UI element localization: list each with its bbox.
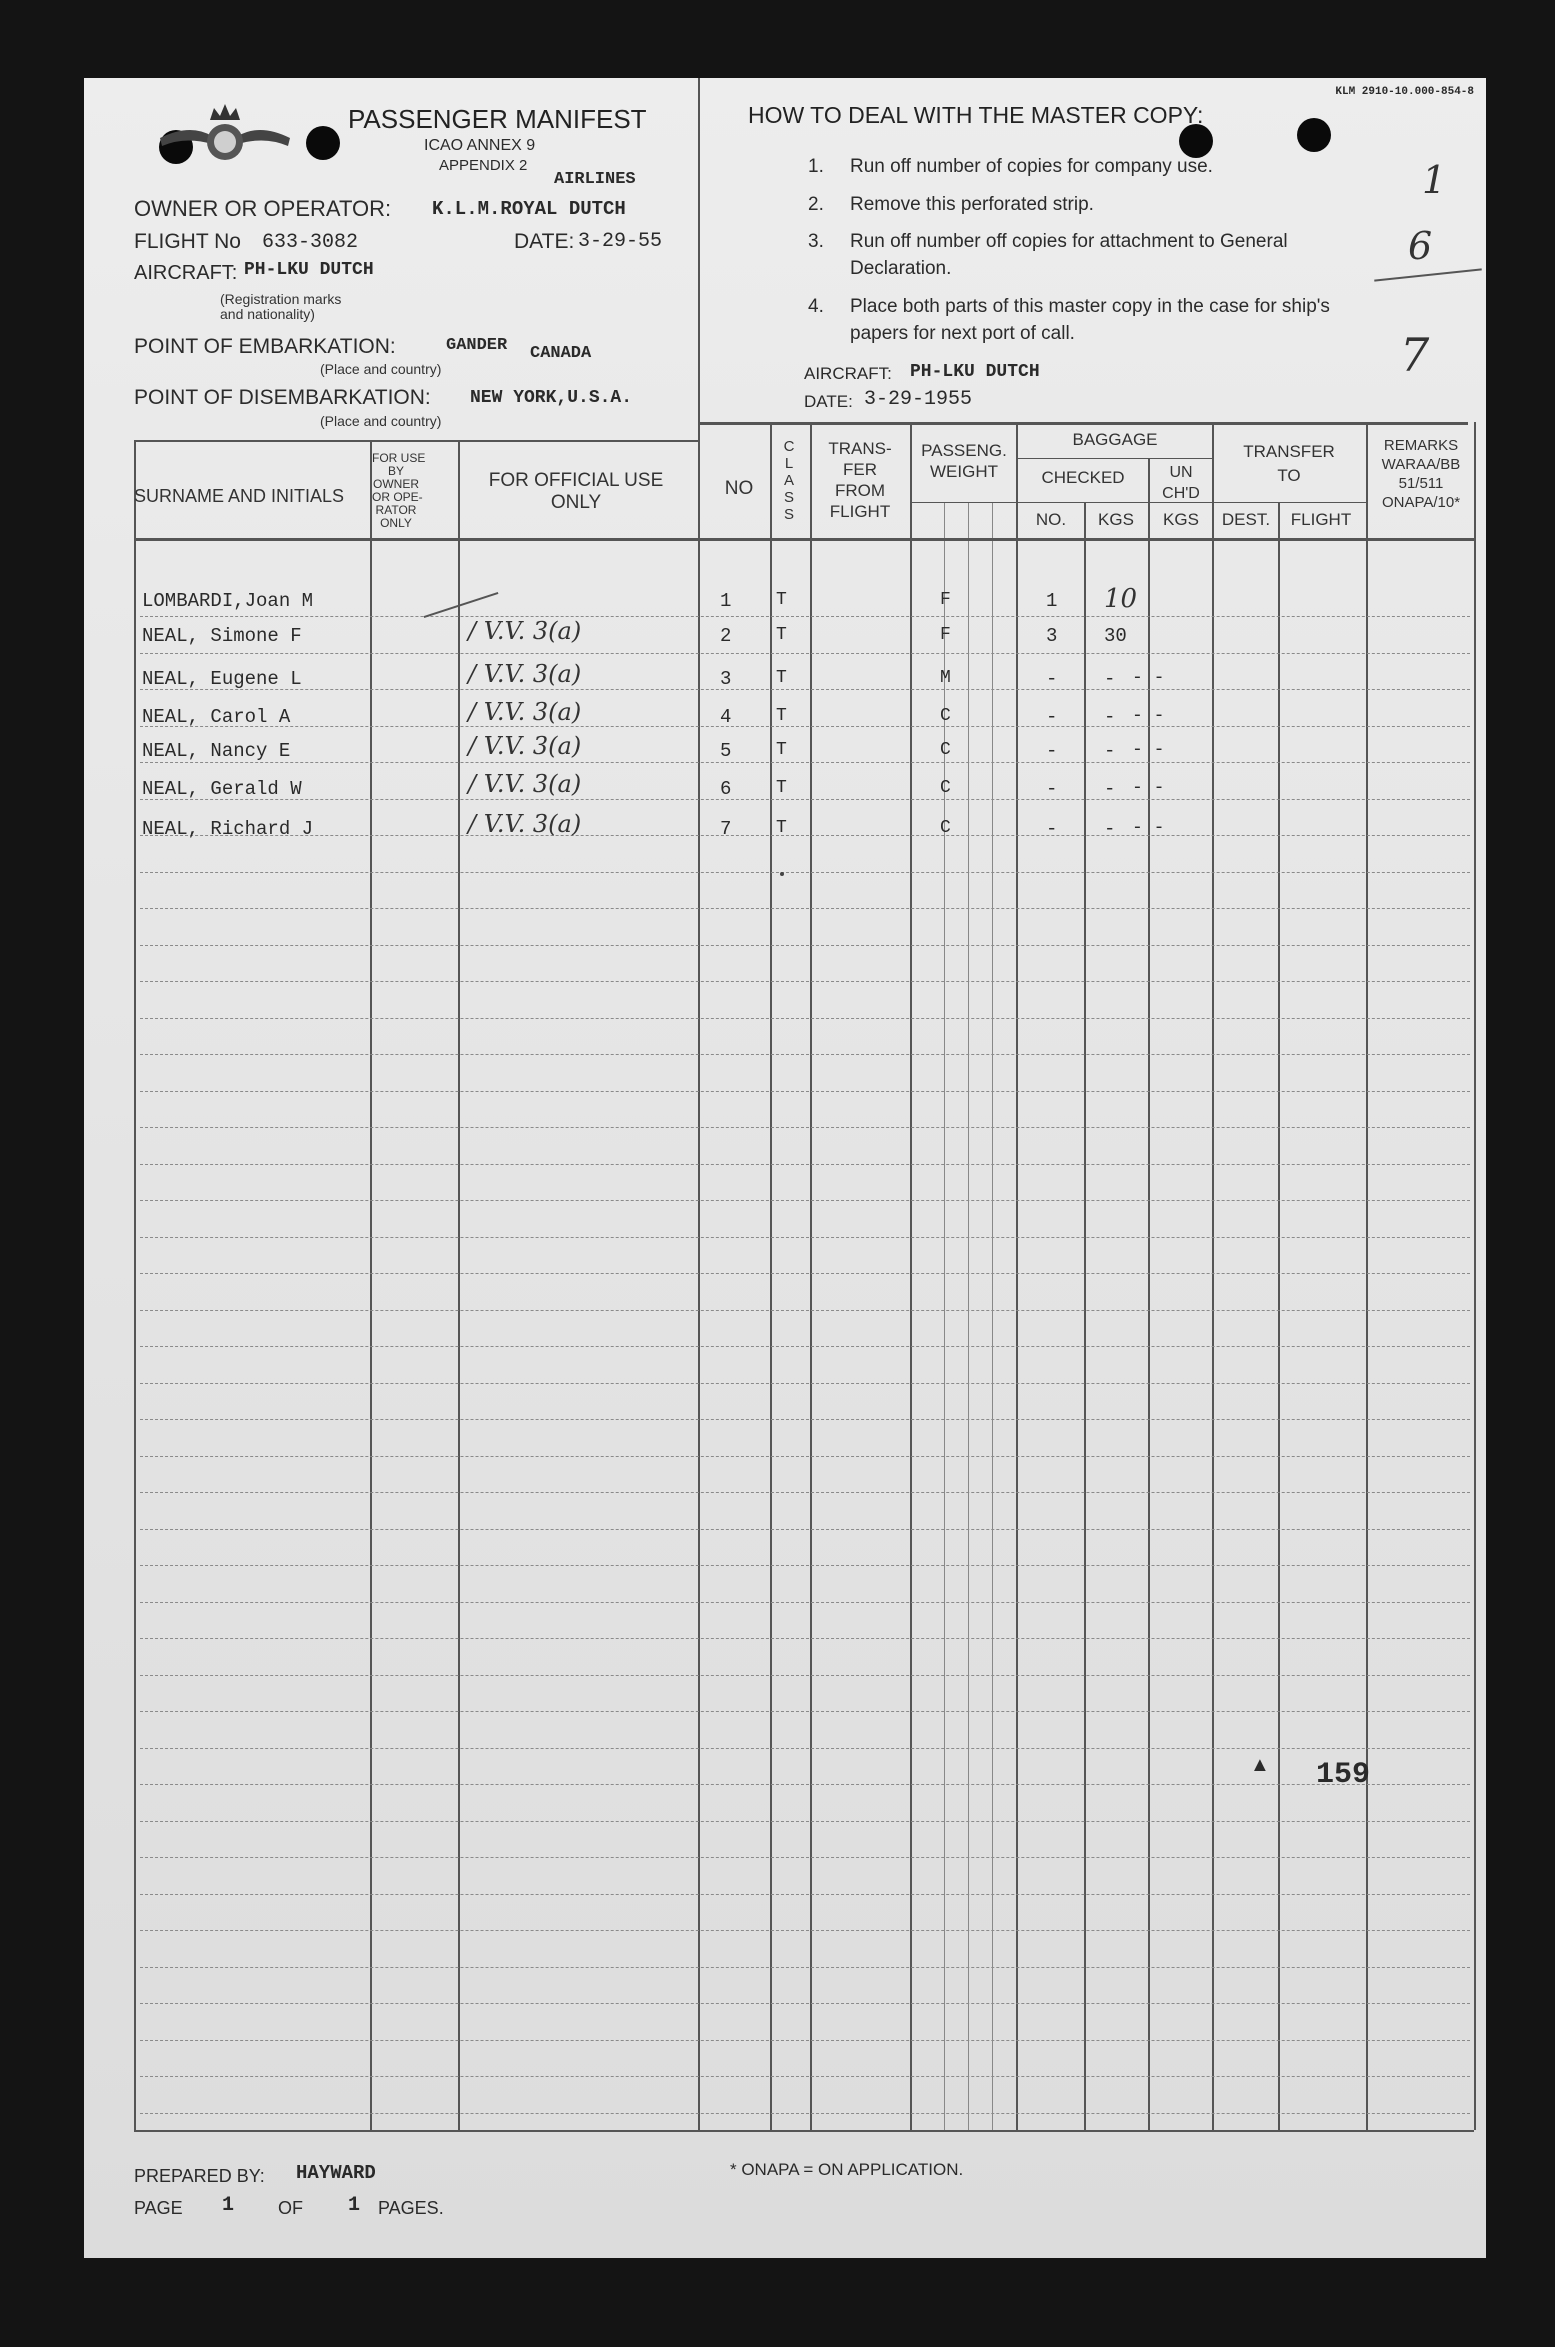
- column-rule: [698, 422, 700, 2130]
- official-use-entry: / V.V. 3(a): [468, 660, 582, 688]
- col-unchd-header: UN CH'D: [1162, 464, 1200, 502]
- col-bag-no-header: NO.: [1035, 510, 1067, 529]
- instruction-num: 3.: [808, 231, 824, 252]
- instructions-date-value: 3-29-1955: [864, 388, 973, 411]
- instruction-text: Remove this perforated strip.: [850, 194, 1094, 215]
- passenger-weight: F: [940, 625, 951, 645]
- baggage-no: -: [1046, 706, 1058, 728]
- official-use-entry: / V.V. 3(a): [468, 617, 582, 645]
- passenger-weight: C: [940, 706, 951, 726]
- aircraft-value: PH-LKU DUTCH: [244, 260, 374, 280]
- registration-note: and nationality): [220, 306, 315, 322]
- row-rule: [140, 908, 1470, 909]
- date-label: DATE:: [514, 230, 575, 253]
- row-rule: [140, 799, 1470, 800]
- row-rule: [140, 1054, 1470, 1055]
- row-rule: [140, 1492, 1470, 1493]
- instructions-date-label: DATE:: [804, 392, 853, 411]
- instruction-text: Run off number of copies for company use.: [850, 156, 1213, 177]
- row-rule: [140, 1456, 1470, 1457]
- passenger-no: 3: [720, 668, 732, 690]
- onapa-note: * ONAPA = ON APPLICATION.: [730, 2160, 964, 2179]
- flight-label: FLIGHT No: [134, 230, 241, 253]
- passenger-name: NEAL, Nancy E: [142, 740, 291, 762]
- baggage-no: -: [1046, 740, 1058, 762]
- row-rule: [140, 1164, 1470, 1165]
- baggage-kgs: -: [1104, 668, 1116, 690]
- instruction-num: 4.: [808, 296, 824, 317]
- baggage-kgs: -: [1104, 706, 1116, 728]
- baggage-kgs: -: [1104, 740, 1116, 762]
- passenger-no: 6: [720, 778, 732, 800]
- owner-value: K.L.M.ROYAL DUTCH: [432, 198, 626, 220]
- pages-value: 1: [348, 2194, 361, 2217]
- row-rule: [140, 945, 1470, 946]
- row-rule: [140, 1310, 1470, 1311]
- column-rule: [810, 422, 812, 2130]
- col-no-header: NO: [724, 478, 754, 499]
- passenger-name: NEAL, Simone F: [142, 625, 302, 647]
- column-rule: [370, 440, 372, 2130]
- baggage-kgs: -: [1104, 818, 1116, 840]
- owner-label: OWNER OR OPERATOR:: [134, 196, 392, 221]
- prepared-value: HAYWARD: [296, 2162, 376, 2184]
- unchecked-kgs: - -: [1132, 778, 1165, 798]
- instruction-hand: 7: [1400, 328, 1430, 382]
- instruction-text: Place both parts of this master copy in the case for ship's: [850, 296, 1330, 317]
- col-kgs-header: KGS: [1098, 510, 1134, 529]
- instructions-title: HOW TO DEAL WITH THE MASTER COPY:: [748, 102, 1204, 128]
- passenger-weight: C: [940, 740, 951, 760]
- row-rule: [140, 2003, 1470, 2004]
- row-rule: [140, 1748, 1470, 1749]
- passenger-class: T: [776, 590, 787, 610]
- header-rule: [910, 502, 1016, 503]
- row-rule: [140, 2113, 1470, 2114]
- prepared-label: PREPARED BY:: [134, 2166, 265, 2186]
- row-rule: [140, 1091, 1470, 1092]
- passenger-no: 2: [720, 625, 732, 647]
- passenger-no: 4: [720, 706, 732, 728]
- row-rule: [140, 2076, 1470, 2077]
- col-owner-use-header: FOR USE BY OWNER OR OPE- RATOR ONLY: [372, 451, 426, 530]
- col-dest-header: DEST.: [1221, 510, 1271, 529]
- pages-label: PAGES.: [378, 2198, 444, 2218]
- column-rule: [1474, 422, 1476, 2130]
- column-rule: [1016, 422, 1018, 2130]
- col-class-header: C L A S S: [783, 438, 795, 523]
- row-rule: [140, 1602, 1470, 1603]
- aircraft-label: AIRCRAFT:: [134, 262, 238, 284]
- passenger-class: T: [776, 706, 787, 726]
- col-surname-header: SURNAME AND INITIALS: [134, 486, 345, 506]
- official-use-entry: / V.V. 3(a): [468, 810, 582, 838]
- passenger-name: NEAL, Gerald W: [142, 778, 302, 800]
- place-country-note: (Place and country): [320, 361, 442, 377]
- column-subrule: [968, 502, 969, 2130]
- unchecked-kgs: - -: [1132, 818, 1165, 838]
- manifest-table: [84, 78, 1486, 2258]
- page-label: PAGE: [134, 2198, 183, 2218]
- passenger-name: NEAL, Carol A: [142, 706, 291, 728]
- date-value: 3-29-55: [578, 230, 663, 253]
- row-rule: [140, 1419, 1470, 1420]
- passenger-weight: C: [940, 818, 951, 838]
- passenger-class: T: [776, 668, 787, 688]
- instruction-num: 1.: [808, 156, 824, 177]
- instruction-num: 2.: [808, 194, 824, 215]
- disembarkation-label: POINT OF DISEMBARKATION:: [134, 386, 431, 409]
- embarkation-value: CANADA: [530, 344, 592, 363]
- col-flight-header: FLIGHT: [1290, 510, 1352, 529]
- column-rule: [134, 440, 136, 2130]
- col-weight-header: PASSENG. WEIGHT: [921, 441, 1007, 481]
- form-code: KLM 2910-10.000-854-8: [1335, 86, 1474, 98]
- column-rule: [770, 422, 772, 2130]
- instruction-hand: 6: [1408, 224, 1433, 268]
- embarkation-label: POINT OF EMBARKATION:: [134, 335, 396, 358]
- row-rule: [140, 1200, 1470, 1201]
- row-rule: [140, 1930, 1470, 1931]
- passenger-class: T: [776, 625, 787, 645]
- baggage-no: -: [1046, 818, 1058, 840]
- column-rule: [1212, 422, 1214, 2130]
- passenger-weight: M: [940, 668, 951, 688]
- row-rule: [140, 1894, 1470, 1895]
- baggage-kgs: 30: [1104, 625, 1127, 647]
- unchecked-kgs: - -: [1132, 668, 1165, 688]
- baggage-no: 1: [1046, 590, 1058, 612]
- passenger-class: T: [776, 818, 787, 838]
- unchecked-kgs: - -: [1132, 740, 1165, 760]
- column-rule: [1366, 422, 1368, 2130]
- col-transfer-to-header: TRANSFER TO: [1243, 442, 1335, 485]
- row-rule: [140, 1784, 1470, 1785]
- flight-value: 633-3082: [262, 231, 359, 254]
- col-baggage-header: BAGGAGE: [1072, 430, 1158, 449]
- instruction-text: papers for next port of call.: [850, 323, 1075, 344]
- row-rule: [140, 1237, 1470, 1238]
- place-country-note: (Place and country): [320, 413, 442, 429]
- row-rule: [140, 2040, 1470, 2041]
- row-rule: [140, 1638, 1470, 1639]
- instruction-text: Declaration.: [850, 258, 952, 279]
- row-rule: [140, 726, 1470, 727]
- row-rule: [140, 1127, 1470, 1128]
- row-rule: [140, 872, 1470, 873]
- passenger-no: 1: [720, 590, 732, 612]
- row-rule: [140, 835, 1470, 836]
- row-rule: [140, 1565, 1470, 1566]
- column-rule: [1278, 502, 1280, 2130]
- column-subrule: [992, 502, 993, 2130]
- row-rule: [140, 1018, 1470, 1019]
- instruction-hand: 1: [1422, 158, 1447, 202]
- header-bottom-rule: [134, 538, 1474, 541]
- row-rule: [140, 1529, 1470, 1530]
- owner-value-2: AIRLINES: [554, 170, 636, 189]
- page-title: PASSENGER MANIFEST: [348, 104, 647, 134]
- of-label: OF: [278, 2198, 303, 2218]
- col-transfer-from-header: TRANS- FER FROM FLIGHT: [828, 439, 892, 521]
- embarkation-value: GANDER: [446, 336, 508, 355]
- official-use-entry: / V.V. 3(a): [468, 732, 582, 760]
- passenger-name: NEAL, Richard J: [142, 818, 314, 840]
- instructions-aircraft-label: AIRCRAFT:: [804, 364, 892, 383]
- baggage-no: -: [1046, 668, 1058, 690]
- manifest-sheet: [84, 78, 1486, 2258]
- official-use-entry: / V.V. 3(a): [468, 770, 582, 798]
- appendix-label: APPENDIX 2: [439, 157, 528, 174]
- baggage-kgs: -: [1104, 778, 1116, 800]
- passenger-no: 5: [720, 740, 732, 762]
- row-rule: [140, 762, 1470, 763]
- row-rule: [140, 1383, 1470, 1384]
- instructions-aircraft-value: PH-LKU DUTCH: [910, 362, 1040, 382]
- footer-border: [134, 2130, 1474, 2132]
- passenger-name: NEAL, Eugene L: [142, 668, 302, 690]
- column-rule: [458, 440, 460, 2130]
- row-rule: [140, 1273, 1470, 1274]
- ink-dot: [780, 872, 784, 876]
- row-rule: [140, 1346, 1470, 1347]
- annex-label: ICAO ANNEX 9: [424, 137, 536, 154]
- row-rule: [140, 1821, 1470, 1822]
- passenger-name: LOMBARDI,Joan M: [142, 590, 314, 612]
- header-rule: [1212, 502, 1366, 503]
- row-rule: [140, 616, 1470, 617]
- column-rule: [910, 422, 912, 2130]
- row-rule: [140, 689, 1470, 690]
- instruction-text: Run off number off copies for attachment to General: [850, 231, 1288, 252]
- passenger-class: T: [776, 740, 787, 760]
- row-rule: [140, 1711, 1470, 1712]
- stamp-number: 159: [1316, 1758, 1371, 1792]
- baggage-no: 3: [1046, 625, 1058, 647]
- col-kgs2-header: KGS: [1163, 510, 1199, 529]
- registration-note: (Registration marks: [220, 291, 342, 307]
- passenger-weight: C: [940, 778, 951, 798]
- col-checked-header: CHECKED: [1041, 468, 1125, 487]
- disembarkation-value: NEW YORK,U.S.A.: [470, 388, 633, 408]
- row-rule: [140, 1857, 1470, 1858]
- page-value: 1: [222, 2194, 235, 2217]
- official-use-entry: / V.V. 3(a): [468, 698, 582, 726]
- header-rule: [1016, 458, 1212, 459]
- unchecked-kgs: - -: [1132, 706, 1165, 726]
- row-rule: [140, 653, 1470, 654]
- column-rule: [1084, 502, 1086, 2130]
- baggage-kgs: 10: [1104, 584, 1138, 614]
- baggage-no: -: [1046, 778, 1058, 800]
- col-official-header: FOR OFFICIAL USE ONLY: [488, 470, 664, 513]
- stamp-arrow-icon: ▲: [1250, 1754, 1270, 1776]
- row-rule: [140, 1967, 1470, 1968]
- col-remarks-header: REMARKS WARAA/BB 51/511 ONAPA/10*: [1381, 437, 1461, 511]
- row-rule: [140, 981, 1470, 982]
- passenger-weight: F: [940, 590, 951, 610]
- passenger-no: 7: [720, 818, 732, 840]
- row-rule: [140, 1675, 1470, 1676]
- passenger-class: T: [776, 778, 787, 798]
